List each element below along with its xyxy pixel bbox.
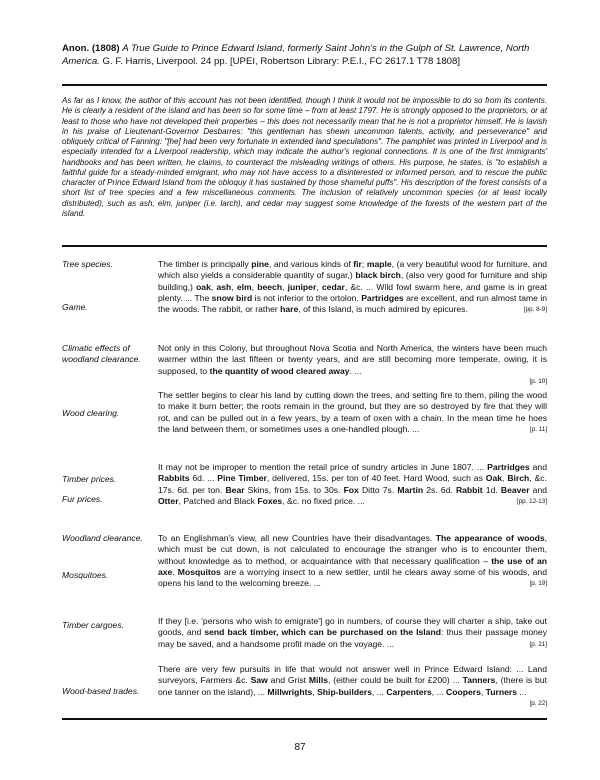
entry-wood-based-trades: There are very few pursuits in life that would not answer well in Prince Edward Island: ... Land surveyors, Farmers &c. Saw and Grist Mills, (either could be built for £200) ... Tanners, (there is but one tanner on the island), ... Millwrights, Ship-builders, ... Carpenters, ... Coopers, Turners ... [p. 22] (158, 664, 547, 709)
entry-wood-clearing: The settler begins to clear his land by cutting down the trees, and setting fire to them, piling the wood to make it burn better; the roots remain in the ground, but they are so destroyed by fire that they will rot, and can be pulled out in a few years, by a team of oxen with a chain. In the mean time he hoes the land between them, or sometimes uses a one-handled plough. ... [p. 11] (158, 390, 547, 434)
citation-details: G. F. Harris, Liverpool. 24 pp. [UPEI, Robertson Library: P.E.I., FC 2617.1 T78 1808] (102, 56, 460, 67)
page-reference: [p. 19] (529, 580, 547, 588)
entry-woodland-clearance: To an Englishman's view, all new Countries have their disadvantages. The appearance of woods, which must be cut down, is not calculated to encourage the stranger who is to encounter them, without knowledge as to method, or acquaintance with that necessary qualification – the use of an axe. Mosquitos are a worrying insect to a new settler, until he clears away some of his woods, and opens his land to the welcoming breeze. ... [p. 19] (158, 533, 547, 589)
page-reference: [p. 21] (529, 640, 547, 648)
page-reference: [p. 11] (529, 425, 547, 433)
entry-prices: It may not be improper to mention the retail price of sundry articles in June 1807. ... Partridges and Rabbits 6d. ... Pine Timber, delivered, 15s. per ton of 40 feet. Hard Wood, such as Oak, Birch, &c. 17s. 6d. per ton. Bear Skins, from 15s. to 30s. Fox Ditto 7s. Martin 2s. 6d. Rabbit 1d. Beaver and Otter, Patched and Black Foxes, &c. no fixed price. ... [pp. 12-13] (158, 462, 548, 506)
citation-title: A True Guide to Prince Edward Island, formerly Saint John's in the Gulph of St. Lawrence, North America. (62, 43, 530, 67)
citation-author: Anon. (1808) (62, 43, 120, 54)
entry-tree-species: The timber is principally pine, and various kinds of fir; maple, (a very beautiful wood for furniture, and which also yields a considerable quantity of sugar,) black birch, (also very good for furniture and ship building,) oak, ash, elm, beech, juniper, cedar, &c. ... Wild fowl swarm here, and game is in great plenty. ... The snow bird is not inferior to the ortolon. Partridges are excellent, and run almost tame in the woods. The rabbit, or rather hare, of this Island, is much admired by epicures. [pp. 8-9] (158, 259, 548, 315)
entry-timber-cargoes: If they [i.e. 'persons who wish to emigrate'] go in numbers, of course they will charter a ship, take out goods, and send back timber, which can be purchased on the Island: thus their passage money may be saved, and a handsome profit made on the voyage. ... [p. 21] (158, 616, 547, 649)
page-reference: [p. 10] (529, 377, 547, 385)
page-reference: [p. 22] (529, 699, 547, 707)
margin-note-mosquitoes: Mosquitoes. (62, 570, 109, 580)
margin-note-wood-clearing: Wood clearing. (62, 408, 120, 418)
citation-header (62, 42, 547, 68)
margin-note-tree-species: Tree species. (62, 259, 113, 269)
margin-note-climatic: Climatic effects of woodland clearance. (62, 343, 141, 365)
margin-note-timber-cargoes: Timber cargoes. (62, 620, 125, 630)
page-reference: [pp. 12-13] (516, 497, 547, 505)
footer-rule (62, 718, 547, 720)
page-number: 87 (294, 742, 306, 753)
margin-note-timber-prices: Timber prices. (62, 474, 117, 484)
entry-climatic: Not only in this Colony, but throughout Nova Scotia and North America, the winters have been much warmer within the last fifteen or twenty years, and are still becoming more temperate, owing, it is supposed, to the quantity of wood cleared away. ... [p. 10] (158, 343, 547, 385)
abstract-text: As far as I know, the author of this account has not been identified, though I think it would not be impossible to do so from its contents. He is clearly a resident of the island and has been so for some time – from at least 1797. He is strongly opposed to the proprietors, or at least to those who have not developed their properties – this does not necessarily mean that he is not a proprietor himself. He is lavish in his praise of Lieutenant-Governor Desbarres: "this gentleman has shewn uncommon talents, activity, and perseverance" and obliquely critical of Fanning: "[he] had been very fortunate in extended land speculations". The pamphlet was printed in Liverpool and is especially intended for a Liverpool readership, which may indicate the author's regional connections. It is one of the first immigrants' handbooks and has been written, he claims, to counteract the misleading writings of others. His purpose, he states, is "to establish a faithful guide for a steady-minded emigrant, who may not have access to a disinterested or informed person, and to rescue the public character of Prince Edward Island from the obloquy it has sustained by those shameful puffs". His description of the forest consists of a short list of tree species and a few miscellaneous comments. The inclusion of relatively uncommon species (or at least locally distributed), such as ash, elm, juniper (i.e. larch), and cedar may suggest some knowledge of the forests of the western part of the island. (62, 96, 547, 218)
margin-note-game: Game. (62, 302, 88, 312)
margin-note-wood-based: Wood-based trades. (62, 686, 140, 696)
page-reference: [pp. 8-9] (523, 306, 547, 314)
margin-note-fur-prices: Fur prices. (62, 494, 103, 504)
margin-note-woodland-clearance: Woodland clearance. (62, 533, 143, 543)
header-rule (62, 84, 547, 86)
abstract-rule (62, 245, 547, 247)
